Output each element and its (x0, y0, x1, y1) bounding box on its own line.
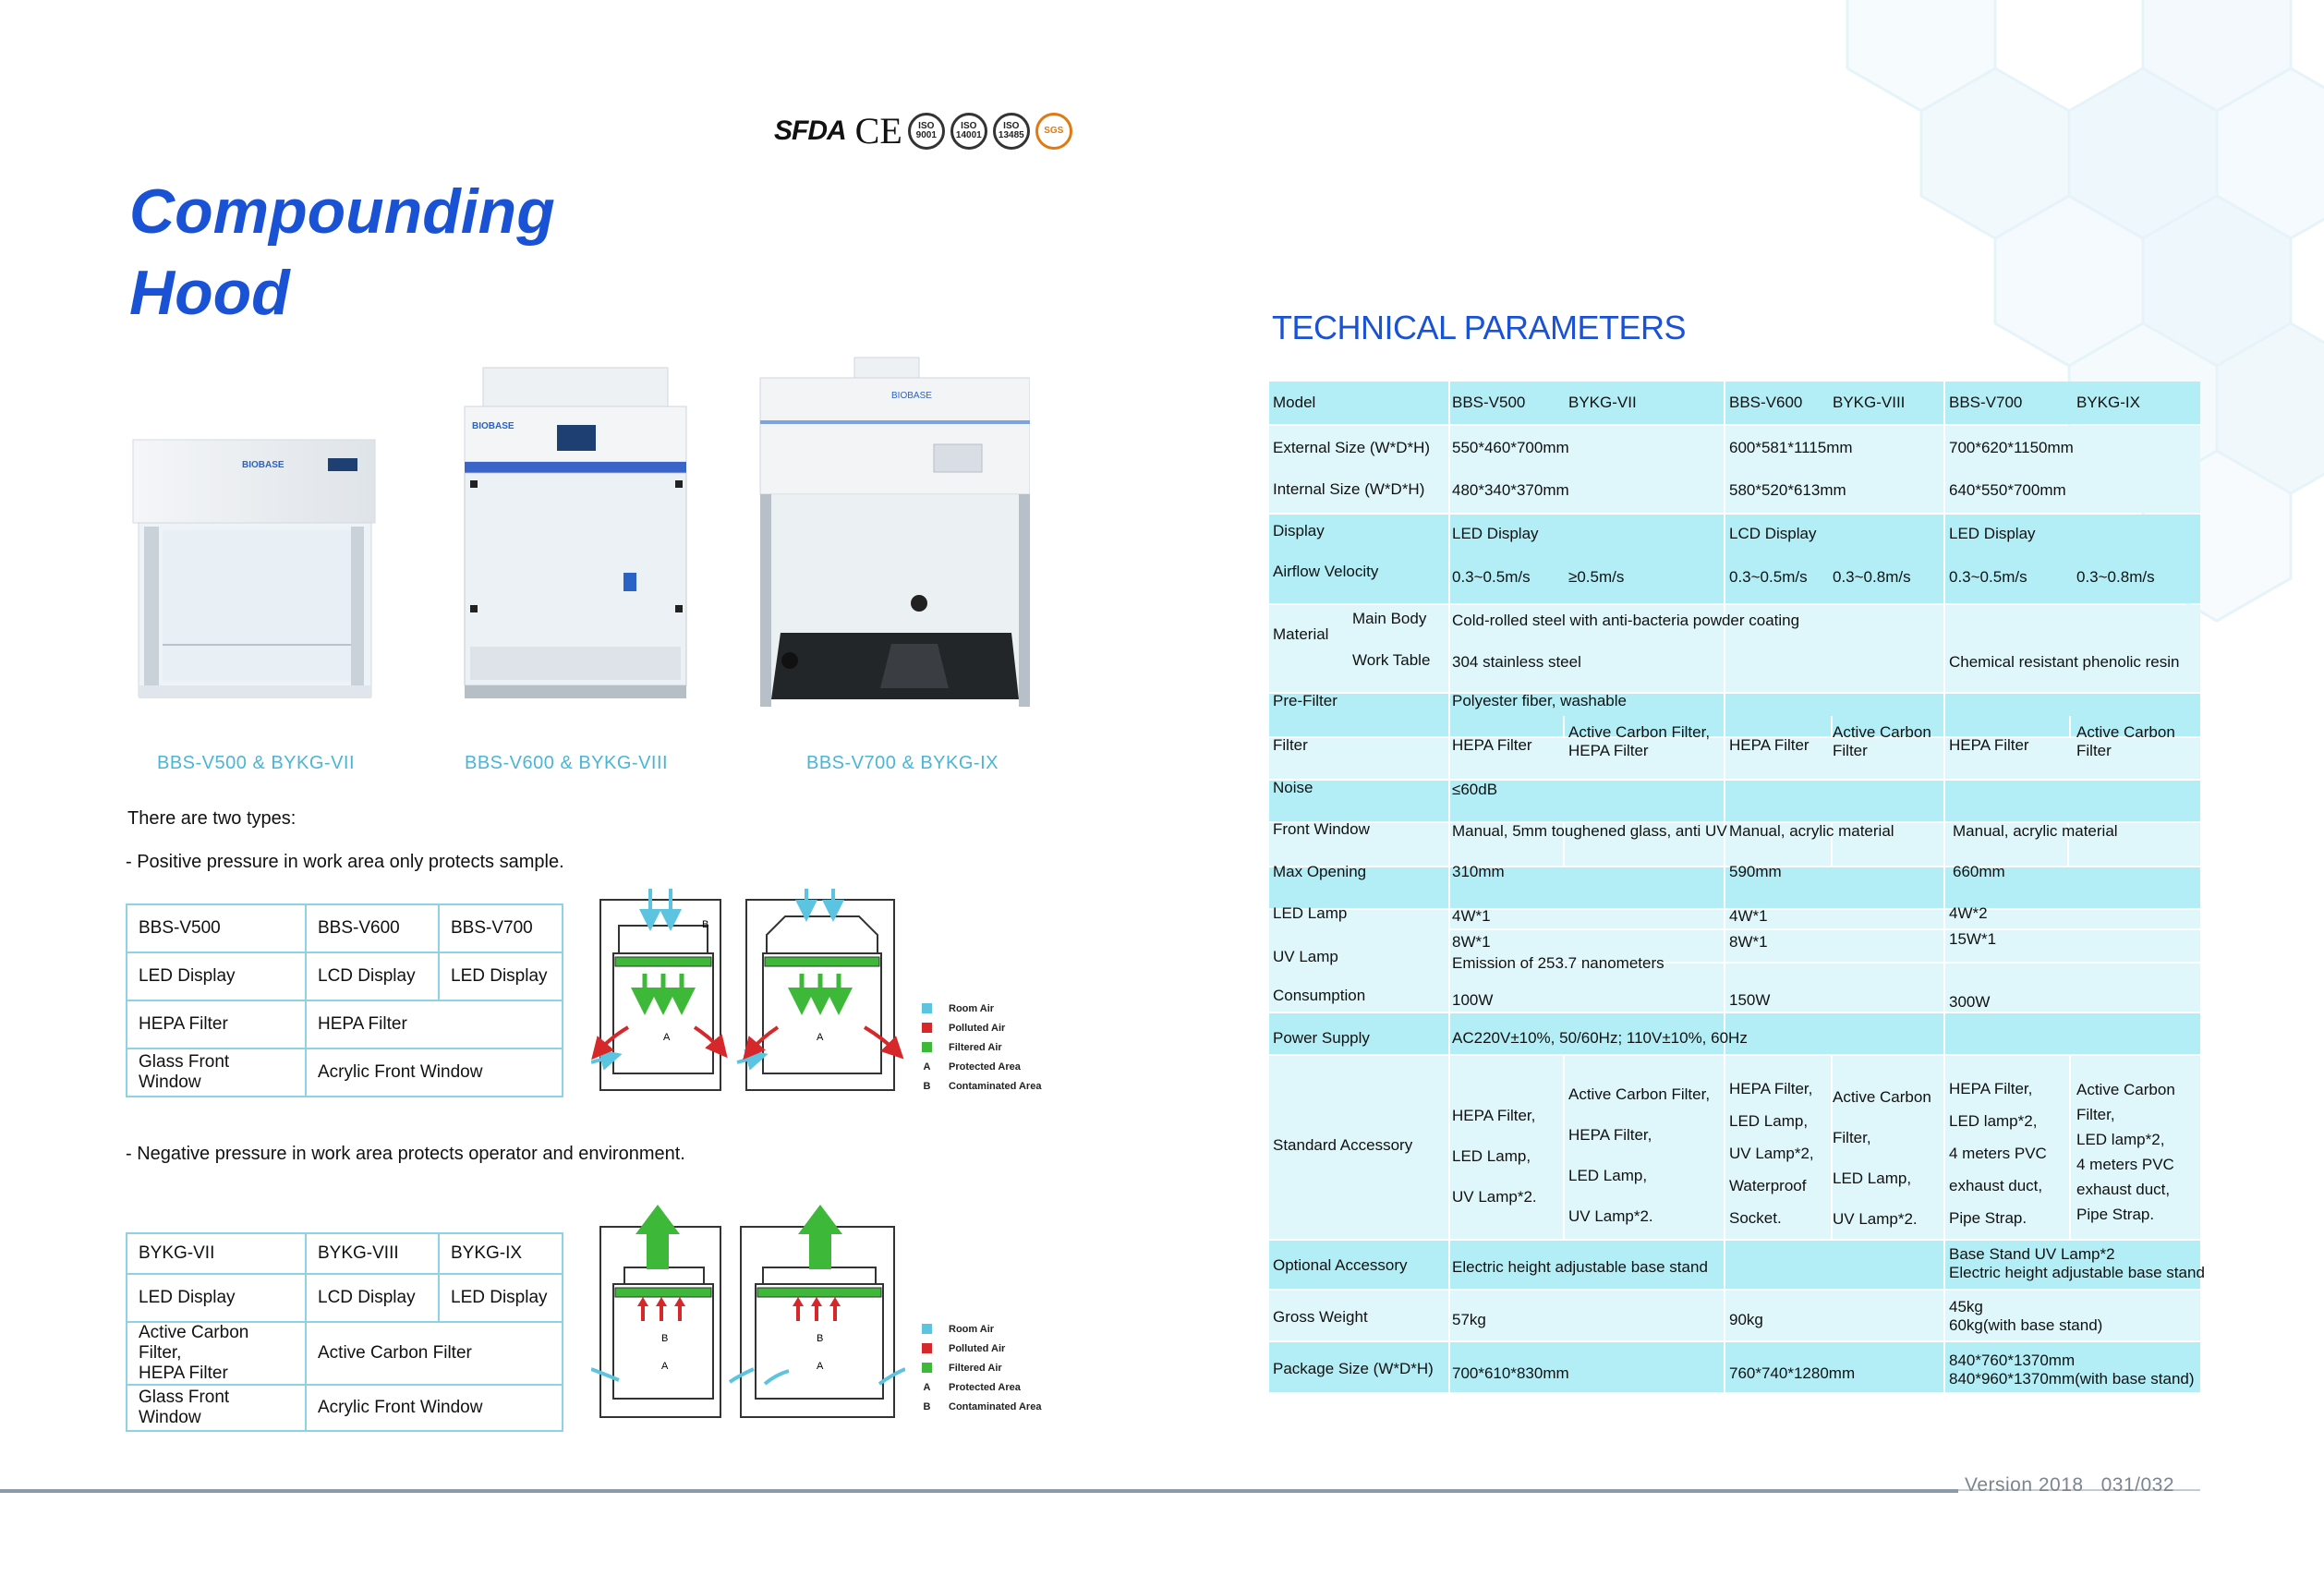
accessory-line: UV Lamp*2. (1568, 1207, 1653, 1225)
model-value: BYKG-IX (2076, 394, 2140, 411)
airflow-value: 0.3~0.5m/s (1729, 568, 1808, 586)
airflow-value: 0.3~0.8m/s (2076, 568, 2155, 586)
legend-key-b: B (923, 1080, 931, 1092)
weight-line: 60kg(with base stand) (1949, 1316, 2103, 1334)
prefilter-value: Polyester fiber, washable (1452, 692, 1627, 709)
table-cell: Active Carbon Filter (306, 1322, 563, 1385)
gross-weight-value: 90kg (1729, 1311, 1763, 1328)
page-number: 031/032 (2100, 1474, 2175, 1496)
table-cell: BBS-V700 (439, 904, 563, 952)
page-title (129, 171, 555, 333)
accessory-line: HEPA Filter, (1452, 1107, 1536, 1124)
filter-label: Filter (1273, 736, 1308, 754)
prefilter-label: Pre-Filter (1273, 692, 1338, 709)
table-cell: BYKG-VII (127, 1233, 306, 1274)
technical-parameters-title: TECHNICAL PARAMETERS (1272, 309, 1687, 346)
led-lamp-value: 4W*2 (1949, 904, 1988, 922)
table-cell: BBS-V600 (306, 904, 439, 952)
accessory-line: Socket. (1729, 1209, 1782, 1227)
footer-rule (0, 1489, 1958, 1493)
filter-value (2076, 723, 2175, 760)
table-cell: Glass Front Window (127, 1049, 306, 1097)
max-opening-value: 660mm (1953, 863, 2005, 880)
zone-a-label: A (661, 1361, 669, 1372)
legend-polluted-air: Polluted Air (949, 1022, 1006, 1034)
filter-line: Active Carbon (2076, 723, 2175, 741)
table-cell: BYKG-IX (439, 1233, 563, 1274)
package-size-label: Package Size (W*D*H) (1273, 1360, 1434, 1377)
filter-line: Filter (2076, 742, 2112, 759)
front-window-value: Manual, acrylic material (1953, 822, 2118, 840)
main-body-value: Cold-rolled steel with anti-bacteria powder coating (1452, 612, 1800, 629)
legend-room-air: Room Air (949, 1002, 995, 1014)
accessory-line: Waterproof (1729, 1177, 1807, 1194)
accessory-line: LED lamp*2, (2076, 1131, 2165, 1148)
iso14001-seal: ISO 14001 (950, 113, 987, 150)
legend-key-a: A (923, 1061, 931, 1073)
product-image-bbs-v700 (753, 356, 1030, 716)
display-value: LED Display (1452, 525, 1539, 542)
airflow-label: Airflow Velocity (1273, 563, 1379, 580)
negative-pressure-diagram (591, 1184, 905, 1421)
accessory-line: UV Lamp*2. (1452, 1188, 1537, 1206)
zone-b-label: B (817, 1333, 824, 1344)
filter-value: HEPA Filter (1452, 736, 1532, 754)
package-size-value: 760*740*1280mm (1729, 1364, 1856, 1382)
airflow-value: 0.3~0.5m/s (1452, 568, 1531, 586)
package-line: 840*960*1370mm(with base stand) (1949, 1370, 2195, 1388)
power-supply-label: Power Supply (1273, 1029, 1370, 1047)
led-lamp-value: 4W*1 (1729, 907, 1768, 925)
work-table-label: Work Table (1352, 651, 1431, 669)
package-line: 840*760*1370mm (1949, 1352, 2076, 1369)
model-value: BBS-V600 (1729, 394, 1803, 411)
optional-line: Base Stand UV Lamp*2 (1949, 1245, 2115, 1263)
accessory-line: LED Lamp, (1452, 1147, 1531, 1165)
negative-pressure-heading: - Negative pressure in work area protects operator and environment. (126, 1144, 685, 1164)
product-image-bbs-v600 (457, 360, 702, 711)
gross-weight-label: Gross Weight (1273, 1308, 1368, 1326)
filter-line: Active Carbon Filter, (1568, 723, 1711, 741)
front-window-label: Front Window (1273, 820, 1370, 838)
product-label-2: BBS-V600 & BYKG-VIII (465, 753, 669, 773)
model-value: BBS-V700 (1949, 394, 2023, 411)
external-size-value: 700*620*1150mm (1949, 439, 2074, 456)
noise-label: Noise (1273, 779, 1313, 796)
package-size-value: 700*610*830mm (1452, 1364, 1569, 1382)
product-image-bbs-v500 (129, 434, 383, 711)
accessory-line: 4 meters PVC (1949, 1145, 2047, 1162)
legend-protected-area: Protected Area (949, 1381, 1021, 1393)
table-cell: BBS-V500 (127, 904, 306, 952)
noise-value: ≤60dB (1452, 781, 1498, 798)
weight-line: 45kg (1949, 1298, 1983, 1315)
positive-pressure-diagram (591, 889, 905, 1094)
table-cell: LED Display (439, 952, 563, 1000)
main-body-label: Main Body (1352, 610, 1427, 627)
legend-filtered-air: Filtered Air (949, 1362, 1002, 1374)
accessory-line: Active Carbon Filter, (1568, 1085, 1711, 1103)
table-cell: LCD Display (306, 1274, 439, 1322)
optional-accessory-value: Electric height adjustable base stand (1452, 1258, 1708, 1276)
model-label: Model (1273, 394, 1316, 411)
ce-mark: CE (854, 110, 902, 152)
optional-line: Electric height adjustable base stand (1949, 1264, 2205, 1281)
accessory-line: LED Lamp, (1833, 1170, 1912, 1187)
display-value: LCD Display (1729, 525, 1817, 542)
version-label: Version 2018 (1965, 1474, 2084, 1496)
footer-text (1965, 1474, 2174, 1497)
material-label: Material (1273, 625, 1329, 643)
accessory-line: Filter, (2076, 1106, 2115, 1123)
filter-value (1568, 723, 1710, 760)
table-cell: LED Display (127, 1274, 306, 1322)
uv-lamp-value: 15W*1 (1949, 930, 1997, 948)
accessory-line: Active Carbon (1833, 1088, 1931, 1106)
filter-value: HEPA Filter (1949, 736, 2029, 754)
front-window-value: Manual, 5mm toughened glass, anti UV (1452, 822, 1727, 840)
negative-pressure-table (126, 1232, 563, 1432)
positive-pressure-heading: - Positive pressure in work area only protects sample. (126, 852, 564, 872)
model-value: BYKG-VIII (1833, 394, 1906, 411)
brand-logo: BIOBASE (242, 460, 284, 470)
legend-key-a: A (923, 1381, 931, 1393)
brand-logo: BIOBASE (891, 391, 932, 401)
accessory-line: Active Carbon (2076, 1081, 2175, 1098)
gross-weight-value: 57kg (1452, 1311, 1486, 1328)
cell-line: HEPA Filter (139, 1364, 228, 1383)
optional-accessory-value (1949, 1245, 2205, 1282)
zone-b-label: B (661, 1333, 669, 1344)
filter-value: HEPA Filter (1729, 736, 1810, 754)
consumption-value: 150W (1729, 991, 1771, 1009)
table-cell (127, 1322, 306, 1385)
accessory-line: UV Lamp*2. (1833, 1210, 1918, 1228)
accessory-line: HEPA Filter, (1568, 1126, 1652, 1144)
consumption-value: 300W (1949, 993, 1991, 1011)
internal-size-value: 580*520*613mm (1729, 481, 1846, 499)
standard-accessory-value (1729, 1073, 1814, 1234)
accessory-line: Pipe Strap. (1949, 1209, 2027, 1227)
airflow-value: 0.3~0.8m/s (1833, 568, 1911, 586)
airflow-value: ≥0.5m/s (1568, 568, 1625, 586)
certification-logos (774, 109, 1072, 152)
cell-line: Active Carbon Filter, (139, 1323, 249, 1363)
accessory-line: exhaust duct, (2076, 1181, 2171, 1198)
title-line-2: Hood (129, 258, 290, 328)
filter-line: HEPA Filter (1568, 742, 1649, 759)
positive-pressure-table (126, 903, 563, 1097)
title-line-1: Compounding (129, 176, 555, 247)
model-value: BYKG-VII (1568, 394, 1637, 411)
legend-room-air: Room Air (949, 1323, 995, 1335)
standard-accessory-label: Standard Accessory (1273, 1136, 1413, 1154)
negative-pressure-legend (922, 1319, 1041, 1416)
uv-lamp-label: UV Lamp (1273, 948, 1338, 965)
zone-a-label: A (817, 1361, 824, 1372)
zone-b-label: B (702, 919, 709, 930)
accessory-line: 4 meters PVC (2076, 1156, 2174, 1173)
accessory-line: UV Lamp*2, (1729, 1145, 1814, 1162)
work-table-value: 304 stainless steel (1452, 653, 1581, 671)
table-cell: Acrylic Front Window (306, 1385, 563, 1431)
legend-filtered-air: Filtered Air (949, 1041, 1002, 1053)
work-table-value-3: Chemical resistant phenolic resin (1949, 653, 2180, 671)
table-cell: Acrylic Front Window (306, 1049, 563, 1097)
sfda-logo: SFDA (774, 115, 846, 146)
accessory-line: LED Lamp, (1568, 1167, 1648, 1184)
package-size-value (1949, 1352, 2195, 1388)
led-lamp-value: 4W*1 (1452, 907, 1491, 925)
brand-logo: BIOBASE (472, 421, 514, 431)
product-label-3: BBS-V700 & BYKG-IX (806, 753, 999, 773)
standard-accessory-value (2076, 1077, 2175, 1227)
standard-accessory-value (1568, 1074, 1710, 1237)
zone-a-label: A (663, 1032, 671, 1043)
sgs-seal: SGS (1035, 113, 1072, 150)
led-lamp-label: LED Lamp (1273, 904, 1348, 922)
table-cell: LED Display (127, 952, 306, 1000)
standard-accessory-value (1833, 1077, 1931, 1240)
accessory-line: Pipe Strap. (2076, 1206, 2155, 1223)
accessory-line: LED Lamp, (1729, 1112, 1809, 1130)
max-opening-value: 590mm (1729, 863, 1782, 880)
product-label-1: BBS-V500 & BYKG-VII (157, 753, 356, 773)
legend-contaminated-area: Contaminated Area (949, 1080, 1042, 1092)
legend-polluted-air: Polluted Air (949, 1342, 1006, 1354)
accessory-line: Filter, (1833, 1129, 1871, 1146)
internal-size-value: 640*550*700mm (1949, 481, 2066, 499)
table-cell: BYKG-VIII (306, 1233, 439, 1274)
max-opening-value: 310mm (1452, 863, 1505, 880)
table-cell: HEPA Filter (127, 1000, 306, 1049)
airflow-value: 0.3~0.5m/s (1949, 568, 2027, 586)
display-label: Display (1273, 522, 1325, 539)
iso13485-seal: ISO 13485 (993, 113, 1030, 150)
table-cell: HEPA Filter (306, 1000, 563, 1049)
uv-lamp-value: 8W*1 (1729, 933, 1768, 951)
max-opening-label: Max Opening (1273, 863, 1367, 880)
external-size-value: 600*581*1115mm (1729, 439, 1853, 456)
filter-line: Filter (1833, 742, 1868, 759)
legend-key-b: B (923, 1400, 931, 1412)
accessory-line: HEPA Filter, (1949, 1080, 2033, 1097)
table-cell: LCD Display (306, 952, 439, 1000)
standard-accessory-value (1452, 1096, 1537, 1218)
positive-pressure-legend (922, 999, 1041, 1096)
standard-accessory-value (1949, 1073, 2047, 1234)
internal-size-value: 480*340*370mm (1452, 481, 1569, 499)
uv-emission-value: Emission of 253.7 nanometers (1452, 954, 1664, 972)
internal-size-label: Internal Size (W*D*H) (1273, 480, 1425, 498)
model-value: BBS-V500 (1452, 394, 1526, 411)
power-supply-value: AC220V±10%, 50/60Hz; 110V±10%, 60Hz (1452, 1029, 1748, 1047)
legend-contaminated-area: Contaminated Area (949, 1400, 1042, 1412)
legend-protected-area: Protected Area (949, 1061, 1021, 1073)
accessory-line: LED lamp*2, (1949, 1112, 2038, 1130)
filter-value (1833, 723, 1931, 760)
filter-line: Active Carbon (1833, 723, 1931, 741)
optional-accessory-label: Optional Accessory (1273, 1256, 1408, 1274)
front-window-value: Manual, acrylic material (1729, 822, 1894, 840)
uv-lamp-value: 8W*1 (1452, 933, 1491, 951)
gross-weight-value (1949, 1298, 2102, 1335)
external-size-value: 550*460*700mm (1452, 439, 1569, 456)
iso9001-seal: ISO 9001 (908, 113, 945, 150)
zone-a-label: A (817, 1032, 824, 1043)
accessory-line: HEPA Filter, (1729, 1080, 1813, 1097)
types-intro: There are two types: (127, 808, 297, 829)
consumption-value: 100W (1452, 991, 1494, 1009)
table-cell: Glass Front Window (127, 1385, 306, 1431)
accessory-line: exhaust duct, (1949, 1177, 2043, 1194)
consumption-label: Consumption (1273, 987, 1366, 1004)
external-size-label: External Size (W*D*H) (1273, 439, 1431, 456)
display-value: LED Display (1949, 525, 2036, 542)
table-cell: LED Display (439, 1274, 563, 1322)
